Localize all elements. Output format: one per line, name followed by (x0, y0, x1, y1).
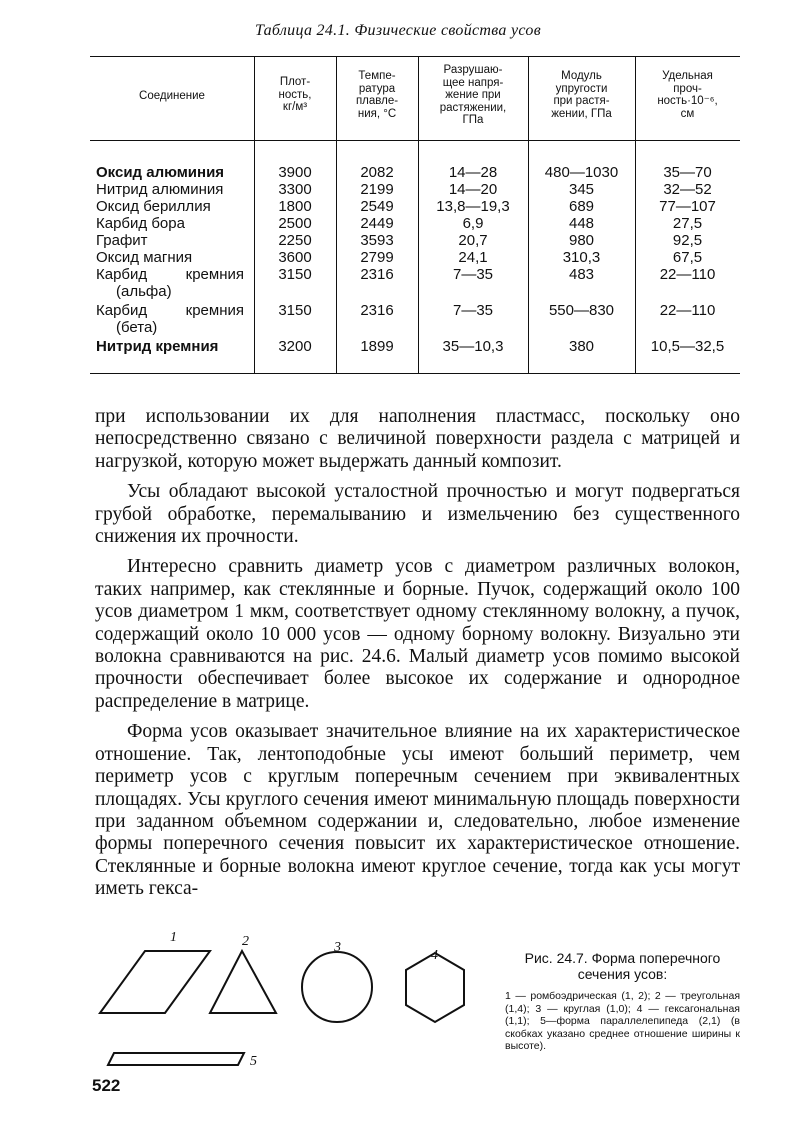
header-strength: Разрушаю- щее напря- жение при растяжении, ГПа (439, 64, 507, 126)
modulus-cell: 980 (568, 232, 595, 249)
strength-cell: 35—10,3 (442, 338, 504, 355)
melting-cell: 3593 (360, 232, 394, 249)
compound-name (96, 302, 244, 319)
specific-cell: 77—107 (659, 198, 716, 215)
specific-cell: 67,5 (672, 249, 703, 266)
paragraph: Форма усов оказывает значительное влияние на их характеристическое отношение. Так, лентоподобные усы имеют больший периметр, чем периметр усов с круглым поперечным сечением при эквивалентных площадях. Усы круглого сечения имеют минимальную площадь поверхности при заданном объемном содержании и, следовательно, любое изменение формы поперечного сечения повысит их характеристическое отношение. Стеклянные и борные волокна имеют круглое сечение, тогда как усы могут иметь гекса- (95, 721, 740, 900)
figure-description: 1 — ромбоэдрическая (1, 2); 2 — треугольная (1,4); 3 — круглая (1,0); 4 — гексагональная (1,1); 5—форма параллелепипеда (2,1) (в скобках указано среднее отношение ширины к высоте). (505, 990, 740, 1052)
modulus-cell: 310,3 (562, 249, 601, 266)
shape-label: 4 (431, 948, 438, 963)
figure-title: Рис. 24.7. Форма поперечного сечения усов: (524, 950, 721, 982)
modulus-cell: 480—1030 (544, 164, 619, 181)
density-cell: 3900 (278, 164, 312, 181)
properties-table (90, 56, 740, 376)
triangular-shape (210, 951, 276, 1013)
paragraph: Усы обладают высокой усталостной прочностью и могут подвергаться грубой обработке, перемалыванию и измельчению без существенного снижения их прочности. (95, 481, 740, 548)
table-caption: Таблица 24.1. Физические свойства усов (255, 22, 541, 39)
body-text (95, 406, 740, 909)
compound-name (96, 266, 244, 283)
circular-shape (302, 952, 372, 1022)
strength-cell: 6,9 (462, 215, 484, 232)
table-bottom-rule (90, 373, 740, 374)
melting-cell: 2799 (360, 249, 394, 266)
table-row (90, 266, 740, 300)
compound-modification: (бета) (116, 319, 158, 336)
strength-cell: 20,7 (458, 232, 488, 249)
modulus-cell: 380 (568, 338, 595, 355)
page-number: 522 (92, 1076, 121, 1095)
compound-name: Графит (96, 232, 148, 249)
compound-name: Оксид алюминия (96, 164, 225, 181)
header-compound: Соединение (139, 90, 205, 102)
header-melting: Темпе- ратура плавле- ния, °С (355, 70, 399, 120)
modulus-cell: 345 (568, 181, 595, 198)
header-specific: Удельная проч- ность·10⁻⁶, см (657, 70, 718, 120)
compound-name: Карбид бора (96, 215, 185, 232)
table-header-rule (90, 140, 740, 141)
table-row (90, 302, 740, 336)
modulus-cell: 448 (568, 215, 595, 232)
specific-cell: 10,5—32,5 (650, 338, 725, 355)
hexagonal-shape (406, 953, 464, 1022)
header-modulus: Модуль упругости при растя- жении, ГПа (551, 70, 612, 120)
header-density: Плот- ность, кг/м³ (278, 76, 312, 113)
melting-cell: 1899 (360, 338, 394, 355)
strength-cell: 7—35 (452, 266, 494, 283)
shape-label: 2 (242, 934, 249, 949)
density-cell: 3150 (278, 302, 312, 319)
melting-cell: 2316 (360, 266, 394, 283)
compound-name-part: Карбид (96, 266, 148, 283)
specific-cell: 27,5 (672, 215, 703, 232)
shape-label: 1 (170, 930, 177, 945)
compound-modification: (альфа) (116, 283, 172, 300)
modulus-cell: 550—830 (548, 302, 615, 319)
parallelepiped-shape (108, 1053, 244, 1065)
melting-cell: 2082 (360, 164, 394, 181)
cross-section-figure (90, 925, 510, 1080)
compound-name-part: кремния (185, 302, 244, 319)
melting-cell: 2449 (360, 215, 394, 232)
density-cell: 2500 (278, 215, 312, 232)
modulus-cell: 483 (568, 266, 595, 283)
modulus-cell: 689 (568, 198, 595, 215)
specific-cell: 35—70 (663, 164, 712, 181)
paragraph: Интересно сравнить диаметр усов с диаметром различных волокон, таких например, как стеклянные и борные. Пучок, содержащий около 100 усов диаметром 1 мкм, соответствует одному стеклянному волокну, а пучок, содержащий около 10 000 усов — одному борному волокну. Визуально эти волокна сравниваются на рис. 24.6. Малый диаметр усов помимо высокой прочности обеспечивает более высокое их содержание и однородное распределение в матрице. (95, 556, 740, 712)
strength-cell: 14—20 (448, 181, 498, 198)
melting-cell: 2316 (360, 302, 394, 319)
specific-cell: 22—110 (659, 302, 716, 319)
density-cell: 1800 (278, 198, 312, 215)
strength-cell: 13,8—19,3 (436, 198, 510, 215)
compound-name: Оксид магния (96, 249, 193, 266)
paragraph: при использовании их для наполнения пластмасс, поскольку оно непосредственно связано с величиной поверхности раздела с матрицей и нагрузкой, которую может выдержать данный композит. (95, 406, 740, 472)
specific-cell: 92,5 (672, 232, 703, 249)
melting-cell: 2199 (360, 181, 394, 198)
strength-cell: 24,1 (458, 249, 488, 266)
shape-label: 5 (250, 1054, 257, 1069)
rhombohedral-shape (100, 951, 210, 1013)
compound-name-part: Карбид (96, 302, 148, 319)
specific-cell: 32—52 (663, 181, 712, 198)
compound-name-part: кремния (185, 266, 244, 283)
compound-name: Оксид бериллия (96, 198, 211, 215)
density-cell: 3600 (278, 249, 312, 266)
strength-cell: 14—28 (448, 164, 498, 181)
table-top-rule (90, 56, 740, 57)
figure-caption (505, 950, 740, 1053)
compound-name: Нитрид кремния (96, 338, 219, 355)
density-cell: 3300 (278, 181, 312, 198)
density-cell: 3200 (278, 338, 312, 355)
specific-cell: 22—110 (659, 266, 716, 283)
compound-name: Нитрид алюминия (96, 181, 224, 198)
shape-label: 3 (334, 940, 341, 955)
density-cell: 2250 (278, 232, 312, 249)
strength-cell: 7—35 (452, 302, 494, 319)
melting-cell: 2549 (360, 198, 394, 215)
density-cell: 3150 (278, 266, 312, 283)
